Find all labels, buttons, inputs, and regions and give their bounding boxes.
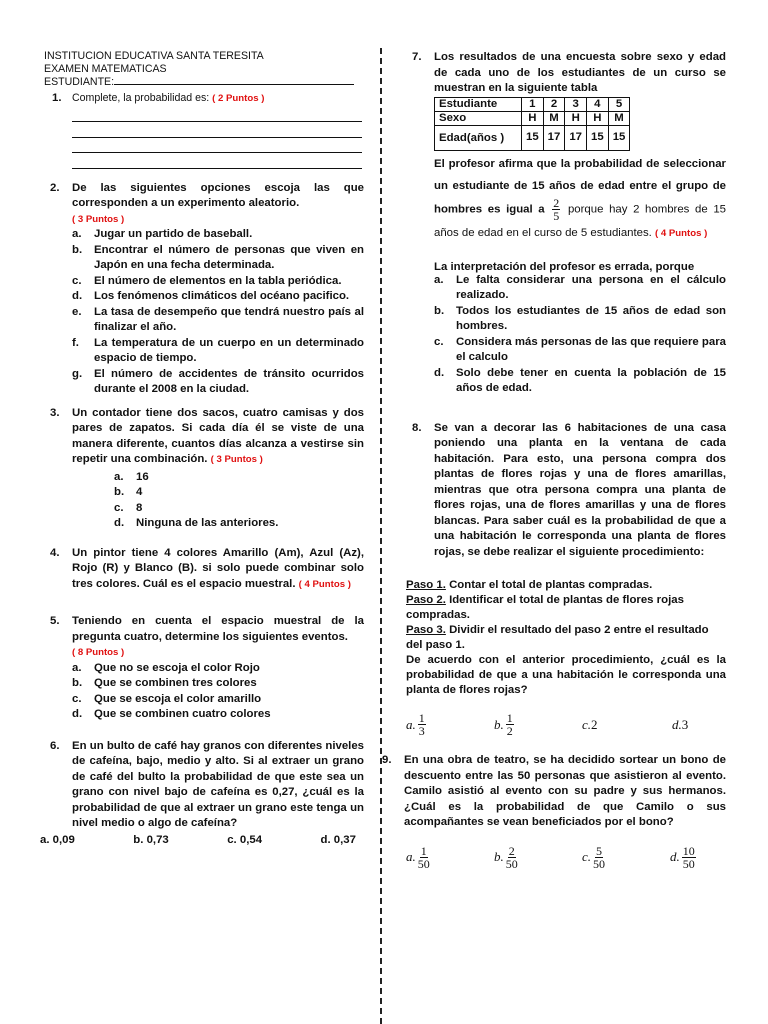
q8-answer-c-value: 2 — [591, 716, 598, 732]
left-column — [40, 50, 364, 846]
q4-points: ( 4 Puntos ) — [298, 578, 351, 590]
q5-number: 5. — [50, 615, 60, 627]
q8-step-2 — [406, 593, 726, 623]
option-text: El número de elementos en la tabla periódica. — [94, 274, 342, 287]
q2-text: De las siguientes opciones escoja las que corresponden a un experimento aleatorio. — [72, 181, 364, 209]
question-6 — [44, 739, 364, 832]
q7-option-b[interactable] — [434, 304, 726, 335]
q7-table — [434, 97, 630, 151]
q7-text: Los resultados de una encuesta sobre sexo y edad de cada uno de los estudiantes de un curso se muestran en la siguiente tabla — [434, 51, 726, 94]
q3-options — [114, 470, 364, 532]
q8-answer-a-label: a. — [406, 716, 416, 732]
q5-option-a[interactable] — [72, 661, 364, 677]
table-cell: 17 — [565, 125, 587, 150]
option-letter: e. — [72, 305, 82, 318]
q8-answer-d[interactable] — [672, 717, 688, 733]
q3-points: ( 3 Puntos ) — [210, 454, 263, 465]
fraction-den: 3 — [418, 724, 425, 738]
question-3 — [44, 406, 364, 468]
q8-answer-b-label: b. — [494, 716, 504, 732]
q9-answer-b[interactable] — [494, 845, 582, 870]
option-text: La tasa de desempeño que tendrá nuestro país al finalizar el año. — [94, 305, 364, 333]
option-text: El número de accidentes de tránsito ocurridos durante el 2008 en la ciudad. — [94, 367, 364, 395]
q7-fraction-num: 2 — [553, 195, 560, 210]
option-letter: a. — [114, 470, 124, 483]
q2-option-b[interactable] — [72, 243, 364, 274]
q1-number: 1. — [52, 92, 62, 104]
q8-step-2-label: Paso 2. — [406, 594, 446, 606]
q8-answer-d-label: d. — [672, 716, 682, 732]
q1-answer-line-4[interactable] — [72, 153, 362, 169]
q8-step-2-text: Identificar el total de plantas de flores rojas compradas. — [406, 594, 684, 621]
option-text: Que se escoja el color amarillo — [94, 692, 262, 705]
q6-answer-d[interactable]: d. 0,37 — [320, 833, 356, 846]
answer-fraction — [682, 845, 696, 870]
q8-step-1-label: Paso 1. — [406, 579, 446, 591]
q2-option-d[interactable] — [72, 289, 364, 305]
answer-letter: b. — [494, 849, 504, 864]
option-text: Solo debe tener en cuenta la población de 15 años de edad. — [456, 366, 726, 394]
q8-step-3-text: Dividir el resultado del paso 2 entre el resultado del paso 1. — [406, 624, 709, 651]
q5-points: ( 8 Puntos ) — [72, 647, 125, 658]
option-letter: d. — [72, 290, 83, 302]
q2-option-e[interactable] — [72, 305, 364, 336]
option-text: La temperatura de un cuerpo en un determinado espacio de tiempo. — [94, 336, 364, 364]
q6-answers — [40, 834, 356, 846]
q8-number: 8. — [412, 421, 422, 434]
answer-fraction — [593, 845, 605, 870]
option-letter: d. — [72, 708, 83, 720]
answer-fraction — [506, 845, 518, 870]
q9-answer-a[interactable] — [406, 845, 494, 870]
option-letter: g. — [72, 367, 83, 380]
fraction-num: 1 — [506, 711, 513, 725]
q7-points: ( 4 Puntos ) — [655, 227, 708, 239]
q8-answer-d-value: 3 — [681, 716, 689, 732]
question-8 — [396, 421, 726, 561]
answer-letter: d. — [670, 849, 680, 864]
fraction-den: 50 — [505, 856, 518, 871]
option-letter: d. — [434, 366, 445, 379]
answer-fraction — [418, 845, 430, 870]
fraction-num: 5 — [596, 843, 603, 858]
q8-step-1-text: Contar el total de plantas compradas. — [449, 579, 653, 591]
table-cell: M — [543, 111, 565, 125]
table-cell: 1 — [522, 97, 544, 111]
option-text: 4 — [136, 486, 143, 498]
student-name-blank[interactable] — [114, 84, 354, 85]
option-letter: a. — [72, 661, 82, 674]
table-cell: 2 — [543, 97, 565, 111]
option-text: Jugar un partido de baseball. — [94, 228, 253, 240]
q7-fraction — [552, 197, 560, 222]
table-row — [435, 97, 630, 111]
q2-options — [72, 227, 364, 398]
option-letter: c. — [72, 274, 82, 287]
q8-answer-b[interactable] — [494, 712, 582, 737]
table-header-student: Estudiante — [435, 97, 522, 111]
q1-points: ( 2 Puntos ) — [212, 93, 265, 104]
q1-answer-line-1[interactable] — [72, 107, 362, 123]
q8-answer-c[interactable] — [582, 717, 672, 733]
q5-option-c[interactable] — [72, 692, 364, 708]
answer-letter: a. — [406, 849, 416, 864]
q7-options — [434, 273, 726, 397]
q2-option-c[interactable] — [72, 274, 364, 290]
option-text: 8 — [136, 501, 143, 514]
answer-letter: c. — [582, 849, 592, 864]
q7-number: 7. — [412, 51, 422, 63]
q6-answer-b[interactable]: b. 0,73 — [133, 833, 169, 846]
q3-option-b[interactable] — [114, 485, 364, 501]
q1-text: Complete, la probabilidad es: — [72, 92, 210, 104]
q7-fraction-den: 5 — [553, 208, 560, 223]
table-header-sex: Sexo — [435, 111, 522, 125]
q8-step-3-label: Paso 3. — [406, 624, 446, 636]
table-cell: H — [522, 111, 544, 125]
question-5 — [44, 614, 364, 661]
q9-answers — [406, 845, 726, 870]
option-text: Que se combinen cuatro colores — [94, 708, 271, 720]
student-line — [44, 76, 364, 89]
q4-text: Un pintor tiene 4 colores Amarillo (Am), Azul (Az), Rojo (R) y Blanco (B). si solo puede combinar solo tres colores. Cuál es el espacio muestral. — [72, 546, 364, 590]
q7-statement — [434, 153, 726, 245]
q7-statement-b: porque hay 2 hombres de 15 años de edad en el curso de 5 estudiantes. — [434, 203, 727, 239]
table-cell: 15 — [587, 125, 609, 150]
q5-option-d[interactable] — [72, 707, 364, 723]
fraction-num: 1 — [418, 711, 425, 725]
q8-answers — [406, 712, 726, 737]
question-7 — [396, 50, 726, 97]
table-cell: 5 — [608, 97, 630, 111]
q5-option-b[interactable] — [72, 676, 364, 692]
q7-option-c[interactable] — [434, 335, 726, 366]
option-text: Ninguna de las anteriores. — [136, 517, 279, 529]
table-cell: 17 — [543, 125, 565, 150]
question-2 — [44, 181, 364, 228]
q3-option-c[interactable] — [114, 501, 364, 517]
exam-title: EXAMEN MATEMATICAS — [44, 63, 167, 75]
question-1 — [44, 91, 364, 107]
option-text: Le falta considerar una persona en el cálculo realizado. — [456, 273, 726, 301]
option-text: Encontrar el número de personas que viven en Japón en una fecha determinada. — [94, 243, 364, 271]
q2-number: 2. — [50, 181, 60, 194]
table-header-age: Edad(años ) — [435, 125, 522, 150]
q8-question: De acuerdo con el anterior procedimiento, ¿cuál es la probabilidad de que a una habitación le corresponda una planta de flores rojas? — [406, 654, 726, 696]
q2-option-a[interactable] — [72, 227, 364, 243]
table-row — [435, 111, 630, 125]
table-cell: 15 — [522, 125, 544, 150]
q1-answer-line-3[interactable] — [72, 138, 362, 154]
option-text: Considera más personas de las que requiere para el calculo — [456, 335, 726, 363]
fraction-den: 50 — [593, 856, 606, 871]
table-cell: 3 — [565, 97, 587, 111]
fraction-num: 1 — [420, 843, 427, 858]
q3-text: Un contador tiene dos sacos, cuatro camisas y dos pares de zapatos. Si cada día él se viste de una manera diferente, cuantos días alcanza a vestirse sin repetir una combinación. — [72, 406, 364, 465]
fraction-den: 2 — [506, 724, 513, 738]
q9-text: En una obra de teatro, se ha decidido sortear un bono de descuento entre las 50 personas que asistieron al evento. Camilo asistió al evento con su padre y sus hermanos. ¿Cuál es la probabilidad de que Camilo o sus acompañantes se vean beneficiados por el bono? — [404, 754, 726, 828]
table-cell: H — [587, 111, 609, 125]
fraction-num: 10 — [682, 843, 695, 858]
option-letter: a. — [72, 228, 82, 240]
column-divider — [380, 48, 382, 1024]
question-9 — [382, 753, 726, 831]
student-label: ESTUDIANTE: — [44, 76, 115, 88]
q3-number: 3. — [50, 406, 60, 419]
fraction-den: 50 — [682, 856, 695, 871]
fraction-num: 2 — [508, 843, 515, 858]
q6-answer-c[interactable]: c. 0,54 — [227, 833, 263, 846]
option-letter: b. — [72, 243, 83, 256]
option-letter: b. — [114, 486, 125, 498]
q6-text: En un bulto de café hay granos con diferentes niveles de cafeína, bajo, medio y alto. Si al extraer un grano de café del bulto la probabilidad de que este sea un grano con nivel bajo de cafeína es 0,27, ¿cuál es la probabilidad de que al extraer un grano este tenga un nivel medio o algo de cafeína? — [72, 739, 364, 829]
q2-points: ( 3 Puntos ) — [72, 213, 125, 225]
q2-option-g[interactable] — [72, 367, 364, 398]
q3-option-a[interactable] — [114, 470, 364, 486]
table-cell: H — [565, 111, 587, 125]
q7-interpretation: La interpretación del profesor es errada, porque — [434, 260, 695, 273]
q8-procedure — [406, 578, 726, 698]
option-letter: c. — [114, 501, 124, 514]
table-cell: M — [608, 111, 630, 125]
q7-option-d[interactable] — [434, 366, 726, 397]
q6-number: 6. — [50, 739, 60, 752]
q8-step-1 — [406, 578, 726, 593]
q5-options — [72, 661, 364, 723]
q1-answer-line-2[interactable] — [72, 122, 362, 138]
option-letter: f. — [72, 336, 79, 349]
q4-number: 4. — [50, 546, 60, 559]
fraction-den: 50 — [417, 856, 430, 871]
q9-answer-d[interactable] — [670, 845, 698, 870]
option-text: Que no se escoja el color Rojo — [94, 661, 260, 674]
option-letter: b. — [434, 304, 445, 317]
q8-answer-a-fraction — [418, 712, 426, 737]
q8-text: Se van a decorar las 6 habitaciones de una casa poniendo una planta en la ventana de cada habitación. Para esto, una persona compra dos plantas de flores rojas y una de flores amarillas, mientras que otra persona compra una planta de flores rojas, una de flores amarillas y una de flores blancas. Para saber cuál es la probabilidad de que a una habitación le corresponda una planta de flores rojas, se debe realizar el siguiente procedimiento: — [434, 421, 726, 558]
school-name: INSTITUCION EDUCATIVA SANTA TERESITA — [44, 50, 264, 62]
option-letter: c. — [72, 692, 82, 705]
q8-answer-c-label: c. — [582, 716, 592, 732]
q6-answer-a[interactable]: a. 0,09 — [40, 833, 75, 846]
option-text: Los fenómenos climáticos del océano pacifico. — [94, 290, 350, 302]
option-text: Todos los estudiantes de 15 años de edad son hombres. — [456, 304, 726, 332]
question-4 — [44, 546, 364, 593]
option-text: Que se combinen tres colores — [94, 677, 257, 689]
option-letter: a. — [434, 273, 444, 286]
q9-answer-c[interactable] — [582, 845, 670, 870]
table-cell: 4 — [587, 97, 609, 111]
q7-statement-a: El profesor afirma que la probabilidad de seleccionar un estudiante de 15 años de edad entre el grupo de hombres es igual a — [434, 157, 726, 216]
table-row — [435, 125, 630, 150]
option-letter: b. — [72, 677, 83, 689]
q3-option-d[interactable] — [114, 516, 364, 532]
right-column — [382, 50, 727, 871]
q7-table-wrap — [434, 97, 726, 397]
q9-number: 9. — [382, 754, 392, 766]
q2-option-f[interactable] — [72, 336, 364, 367]
q5-text: Teniendo en cuenta el espacio muestral de la pregunta cuatro, determine los siguientes eventos. — [72, 615, 364, 643]
table-cell: 15 — [608, 125, 630, 150]
q7-option-a[interactable] — [434, 273, 726, 304]
q8-answer-a[interactable] — [406, 712, 494, 737]
q8-answer-b-fraction — [506, 712, 514, 737]
option-letter: d. — [114, 517, 125, 529]
option-text: 16 — [136, 470, 149, 483]
option-letter: c. — [434, 335, 444, 348]
q8-step-3 — [406, 623, 726, 653]
